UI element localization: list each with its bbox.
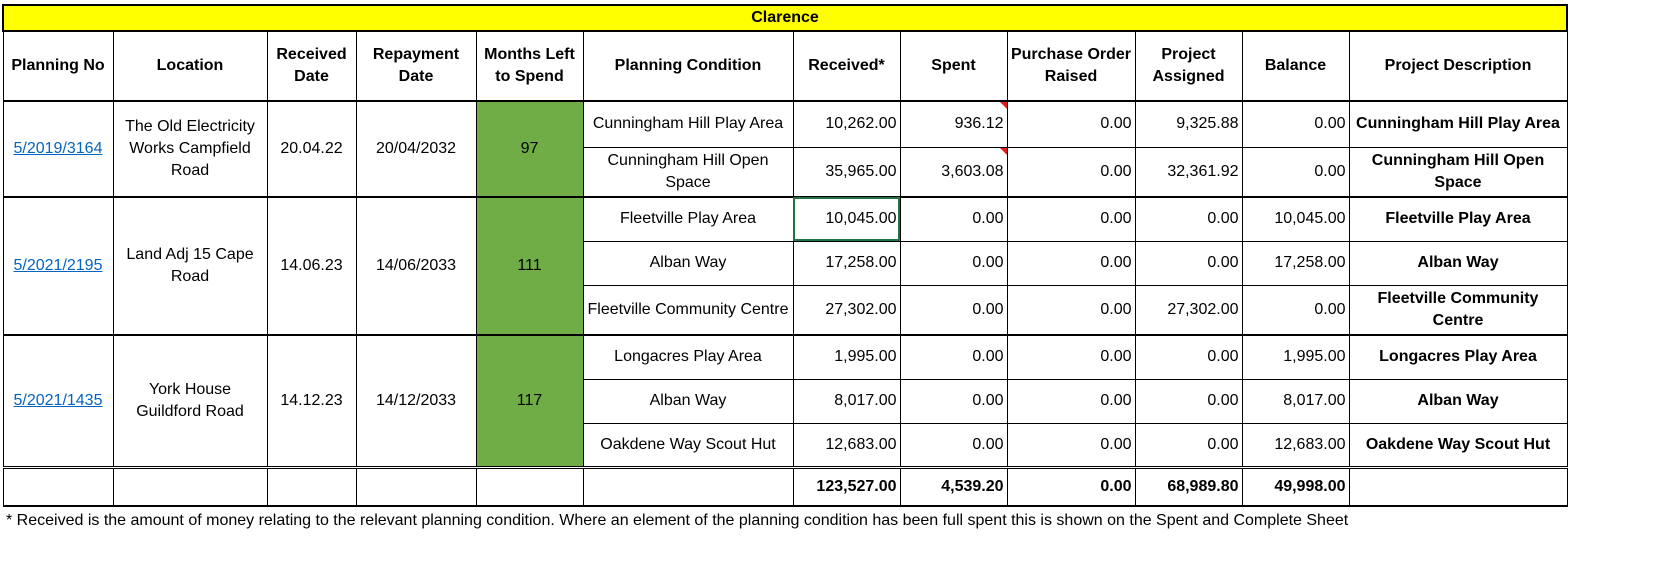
header-months-left[interactable]: Months Left to Spend — [476, 31, 583, 101]
planning-no-link[interactable]: 5/2021/1435 — [13, 391, 103, 409]
project-description-cell[interactable]: Oakdene Way Scout Hut — [1349, 423, 1567, 467]
empty-cell[interactable] — [3, 467, 113, 506]
project-description-cell[interactable]: Fleetville Play Area — [1349, 197, 1567, 241]
spent-cell[interactable]: 3,603.08 — [900, 147, 1007, 197]
sheet-title[interactable]: Clarence — [3, 5, 1567, 31]
spent-cell[interactable]: 0.00 — [900, 197, 1007, 241]
balance-cell[interactable]: 0.00 — [1242, 285, 1349, 335]
repayment-date-cell[interactable]: 14/12/2033 — [356, 335, 476, 467]
empty-cell[interactable] — [356, 467, 476, 506]
project-assigned-cell[interactable]: 0.00 — [1135, 335, 1242, 379]
footnote: * Received is the amount of money relating to the relevant planning condition. Where an element of the planning condition has been full spent this is shown on the Spent and Complete Sheet — [6, 512, 1349, 529]
balance-cell[interactable]: 1,995.00 — [1242, 335, 1349, 379]
total-received-cell[interactable]: 123,527.00 — [793, 467, 900, 506]
table-row — [3, 335, 1567, 379]
repayment-date-cell[interactable]: 14/06/2033 — [356, 197, 476, 335]
empty-cell[interactable] — [113, 467, 267, 506]
header-purchase-order-raised[interactable]: Purchase Order Raised — [1007, 31, 1135, 101]
project-description-cell[interactable]: Cunningham Hill Play Area — [1349, 101, 1567, 147]
header-repayment-date[interactable]: Repayment Date — [356, 31, 476, 101]
project-description-cell[interactable]: Alban Way — [1349, 241, 1567, 285]
po-raised-cell[interactable]: 0.00 — [1007, 379, 1135, 423]
planning-condition-cell[interactable]: Longacres Play Area — [583, 335, 793, 379]
empty-cell[interactable] — [476, 467, 583, 506]
received-cell[interactable]: 8,017.00 — [793, 379, 900, 423]
project-description-cell[interactable]: Fleetville Community Centre — [1349, 285, 1567, 335]
header-balance[interactable]: Balance — [1242, 31, 1349, 101]
header-spent[interactable]: Spent — [900, 31, 1007, 101]
project-assigned-cell[interactable]: 27,302.00 — [1135, 285, 1242, 335]
project-assigned-cell[interactable]: 0.00 — [1135, 241, 1242, 285]
location-cell[interactable]: The Old Electricity Works Campfield Road — [113, 101, 267, 197]
po-raised-cell[interactable]: 0.00 — [1007, 147, 1135, 197]
project-description-cell[interactable]: Cunningham Hill Open Space — [1349, 147, 1567, 197]
empty-cell[interactable] — [267, 467, 356, 506]
project-description-cell[interactable]: Longacres Play Area — [1349, 335, 1567, 379]
balance-cell[interactable]: 0.00 — [1242, 147, 1349, 197]
header-received-date[interactable]: Received Date — [267, 31, 356, 101]
received-date-cell[interactable]: 20.04.22 — [267, 101, 356, 197]
spent-cell[interactable]: 0.00 — [900, 285, 1007, 335]
project-assigned-cell[interactable]: 0.00 — [1135, 379, 1242, 423]
spent-cell[interactable]: 0.00 — [900, 379, 1007, 423]
repayment-date-cell[interactable]: 20/04/2032 — [356, 101, 476, 197]
table-row — [3, 197, 1567, 241]
months-left-cell[interactable]: 117 — [476, 335, 583, 467]
planning-condition-cell[interactable]: Fleetville Play Area — [583, 197, 793, 241]
spent-cell[interactable]: 0.00 — [900, 241, 1007, 285]
received-cell[interactable]: 35,965.00 — [793, 147, 900, 197]
planning-no-link[interactable]: 5/2021/2195 — [13, 257, 103, 274]
received-cell-selected[interactable]: 10,045.00 — [793, 197, 900, 241]
project-assigned-cell[interactable]: 9,325.88 — [1135, 101, 1242, 147]
spent-cell[interactable]: 0.00 — [900, 335, 1007, 379]
received-cell[interactable]: 1,995.00 — [793, 335, 900, 379]
received-date-cell[interactable]: 14.06.23 — [267, 197, 356, 335]
po-raised-cell[interactable]: 0.00 — [1007, 197, 1135, 241]
planning-no-cell[interactable] — [3, 335, 113, 467]
planning-no-cell[interactable] — [3, 101, 113, 197]
header-row — [3, 31, 1567, 101]
received-cell[interactable]: 10,262.00 — [793, 101, 900, 147]
total-po-raised-cell[interactable]: 0.00 — [1007, 467, 1135, 506]
location-cell[interactable]: York House Guildford Road — [113, 335, 267, 467]
empty-cell[interactable] — [583, 467, 793, 506]
po-raised-cell[interactable]: 0.00 — [1007, 101, 1135, 147]
total-balance-cell[interactable]: 49,998.00 — [1242, 467, 1349, 506]
header-received[interactable]: Received* — [793, 31, 900, 101]
planning-condition-cell[interactable]: Alban Way — [583, 241, 793, 285]
project-assigned-cell[interactable]: 32,361.92 — [1135, 147, 1242, 197]
months-left-cell[interactable]: 111 — [476, 197, 583, 335]
spreadsheet-table — [2, 4, 1568, 507]
total-spent-cell[interactable]: 4,539.20 — [900, 467, 1007, 506]
planning-condition-cell[interactable]: Oakdene Way Scout Hut — [583, 423, 793, 467]
total-project-assigned-cell[interactable]: 68,989.80 — [1135, 467, 1242, 506]
project-assigned-cell[interactable]: 0.00 — [1135, 423, 1242, 467]
received-cell[interactable]: 17,258.00 — [793, 241, 900, 285]
po-raised-cell[interactable]: 0.00 — [1007, 285, 1135, 335]
planning-no-link[interactable]: 5/2019/3164 — [13, 140, 103, 157]
planning-no-cell[interactable] — [3, 197, 113, 335]
planning-condition-cell[interactable]: Cunningham Hill Play Area — [583, 101, 793, 147]
balance-cell[interactable]: 8,017.00 — [1242, 379, 1349, 423]
po-raised-cell[interactable]: 0.00 — [1007, 423, 1135, 467]
header-project-assigned[interactable]: Project Assigned — [1135, 31, 1242, 101]
planning-condition-cell[interactable]: Alban Way — [583, 379, 793, 423]
po-raised-cell[interactable]: 0.00 — [1007, 241, 1135, 285]
header-planning-no[interactable]: Planning No — [3, 31, 113, 101]
header-planning-condition[interactable]: Planning Condition — [583, 31, 793, 101]
po-raised-cell[interactable]: 0.00 — [1007, 335, 1135, 379]
location-cell[interactable]: Land Adj 15 Cape Road — [113, 197, 267, 335]
project-assigned-cell[interactable]: 0.00 — [1135, 197, 1242, 241]
spent-cell[interactable]: 0.00 — [900, 423, 1007, 467]
table-row — [3, 101, 1567, 147]
planning-condition-cell[interactable]: Fleetville Community Centre — [583, 285, 793, 335]
balance-cell[interactable]: 12,683.00 — [1242, 423, 1349, 467]
balance-cell[interactable]: 17,258.00 — [1242, 241, 1349, 285]
empty-cell[interactable] — [1349, 467, 1567, 506]
received-cell[interactable]: 27,302.00 — [793, 285, 900, 335]
header-project-description[interactable]: Project Description — [1349, 31, 1567, 101]
months-left-cell[interactable]: 97 — [476, 101, 583, 197]
project-description-cell[interactable]: Alban Way — [1349, 379, 1567, 423]
received-date-cell[interactable]: 14.12.23 — [267, 335, 356, 467]
spent-cell[interactable]: 936.12 — [900, 101, 1007, 147]
balance-cell[interactable]: 0.00 — [1242, 101, 1349, 147]
received-cell[interactable]: 12,683.00 — [793, 423, 900, 467]
totals-row — [3, 467, 1567, 506]
planning-condition-cell[interactable]: Cunningham Hill Open Space — [583, 147, 793, 197]
balance-cell[interactable]: 10,045.00 — [1242, 197, 1349, 241]
header-location[interactable]: Location — [113, 31, 267, 101]
